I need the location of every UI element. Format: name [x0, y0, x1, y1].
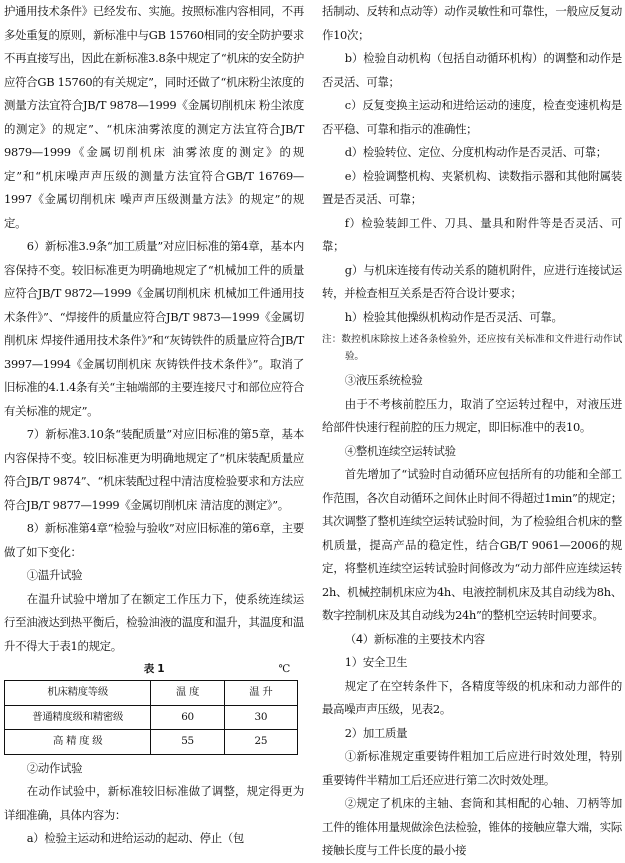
table-unit: ℃ [278, 663, 290, 675]
paragraph: f）检验装卸工件、刀具、量具和附件等是否灵活、可靠； [322, 215, 622, 253]
table-row [5, 705, 298, 730]
table-title: 表 1 [143, 663, 165, 675]
paragraph: c）反复变换主运动和进给运动的速度，检查变速机构是否平稳、可靠和指示的准确性； [322, 98, 622, 136]
paragraph: d）检验转位、定位、分度机构动作是否灵活、可靠； [344, 145, 607, 159]
subheading: 1）安全卫生 [344, 655, 408, 669]
table-cell: 普通精度级和精密级 [5, 705, 151, 730]
table-cell: 30 [224, 705, 297, 730]
table-cell: 60 [151, 705, 224, 730]
subheading: ①温升试验 [26, 568, 83, 582]
paragraph: 在动作试验中，新标准较旧标准做了调整，规定得更为详细准确，具体内容为： [4, 784, 304, 822]
table-header-cell: 温 度 [151, 681, 224, 706]
paragraph: 8）新标准第4章“检验与验收”对应旧标准的第6章，主要做了如下变化： [4, 521, 304, 559]
section-heading: （4）新标准的主要技术内容 [344, 631, 485, 646]
left-column [4, 0, 304, 851]
right-column [322, 0, 622, 863]
table-row [5, 730, 298, 755]
subheading: ④整机连续空运转试验 [344, 443, 456, 458]
paragraph: 在温升试验中增加了在额定工作压力下，使系统连续运行至油液达到热平衡后，检验油液的温度和温升，其温度和温升不得大于表1的规定。 [4, 591, 304, 653]
paragraph: a）检验主运动和进给运动的起动、停止（包 [26, 831, 245, 845]
table-cell: 25 [224, 730, 297, 755]
paragraph: b）检验自动机构（包括自动循环机构）的调整和动作是否灵活、可靠； [322, 51, 622, 89]
paragraph: 7）新标准3.10条“装配质量”对应旧标准的第5章，基本内容保持不变。较旧标准更为明确地规定了“机床装配质量应符合JB/T 9874”、“机床装配过程中清洁度检验要求和方法应符合JB/T 9877—1999《金属切削机床 清洁度的测定》”。 [4, 427, 304, 512]
paragraph: ①新标准规定重要铸件粗加工后应进行时效处理，特别重要铸件半精加工后还应进行第二次时效处理。 [322, 749, 622, 787]
paragraph: g）与机床连接有传动关系的随机附件，应进行连接试运转，并检查相互关系是否符合设计要求； [322, 262, 622, 300]
table-cell: 55 [151, 730, 224, 755]
paragraph: 首先增加了“试验时自动循环应包括所有的功能和全部工作范围，各次自动循环之间休止时间不得超过1min”的规定；其次调整了整机连续空运转试验时间，为了检验组合机床的整机质量，提高产品的稳定性，结合GB/T 9061—2006的规定，将整机连续空运转试验时间修改为“动力部件应连续运转2h、机械控制机床应为4h、电液控制机床及其自动线为8h、数字控制机床及其自动线为24h”的整机空运转时间要求。 [322, 467, 622, 622]
paragraph: 规定了在空转条件下，各精度等级的机床和动力部件的最高噪声声压级，见表2。 [322, 678, 622, 716]
table-caption [4, 658, 304, 680]
paragraph: h）检验其他操纵机构动作是否灵活、可靠。 [344, 309, 563, 324]
paragraph: ②规定了机床的主轴、套筒和其相配的心轴、刀柄等加工件的锥体用量规做涂色法检验，锥体的接触应靠大端，实际接触长度与工件长度的最小接 [322, 796, 622, 857]
paragraph: 由于不考核前腔压力，取消了空运转过程中，对液压进给部件快速行程前腔的压力规定，即旧标准中的表10。 [322, 396, 622, 434]
table-header-cell: 温 升 [224, 681, 297, 706]
subheading: ②动作试验 [26, 760, 83, 775]
subheading: ③液压系统检验 [344, 373, 423, 387]
paragraph: 括制动、反转和点动等）动作灵敏性和可靠性，一般应反复动作10次； [322, 4, 622, 42]
subheading: 2）加工质量 [344, 725, 408, 740]
note: 注：数控机床除按上述各条检验外，还应按有关标准和文件进行动作试验。 [322, 334, 622, 362]
table-cell: 高 精 度 级 [5, 730, 151, 755]
temperature-table [4, 680, 298, 755]
table-header-cell: 机床精度等级 [5, 681, 151, 706]
table-header-row [5, 681, 298, 706]
paragraph: 护通用技术条件》已经发布、实施。按照标准内容相同，不再多处重复的原则，新标准中与GB 15760相同的安全防护要求不再直接写出，因此在新标准3.8条中规定了“机床的安全防护应符合GB 15760的有关规定”，同时还做了“机床粉尘浓度的测量方法宜符合JB/T 9878—1999《金属切削机床 粉尘浓度的测定》的规定”、“机床油雾浓度的测定方法宜符合JB/T 9879—1999《金属切削机床 油雾浓度的测定》的规定”和“机床噪声声压级的测量方法宜符合GB/T 16769—1997《金属切削机床 噪声声压级测量方法》的规定”的规定。 [4, 4, 305, 230]
paragraph: e）检验调整机构、夹紧机构、读数指示器和其他附属装置是否灵活、可靠； [322, 168, 622, 206]
paragraph: 6）新标准3.9条“加工质量”对应旧标准的第4章，基本内容保持不变。较旧标准更为明确地规定了“机械加工件的质量应符合JB/T 9872—1999《金属切削机床 机械加工件通用技术条件》”、“焊接件的质量应符合JB/T 9873—1999《金属切削机床 焊接件通用技术条件》”和“灰铸铁件的质量应符合JB/T 3997—1994《金属切削机床 灰铸铁件技术条件》”。取消了旧标准的4.1.4条有关“主轴端部的主要连接尺寸和部位应符合有关标准的规定”。 [4, 239, 304, 418]
